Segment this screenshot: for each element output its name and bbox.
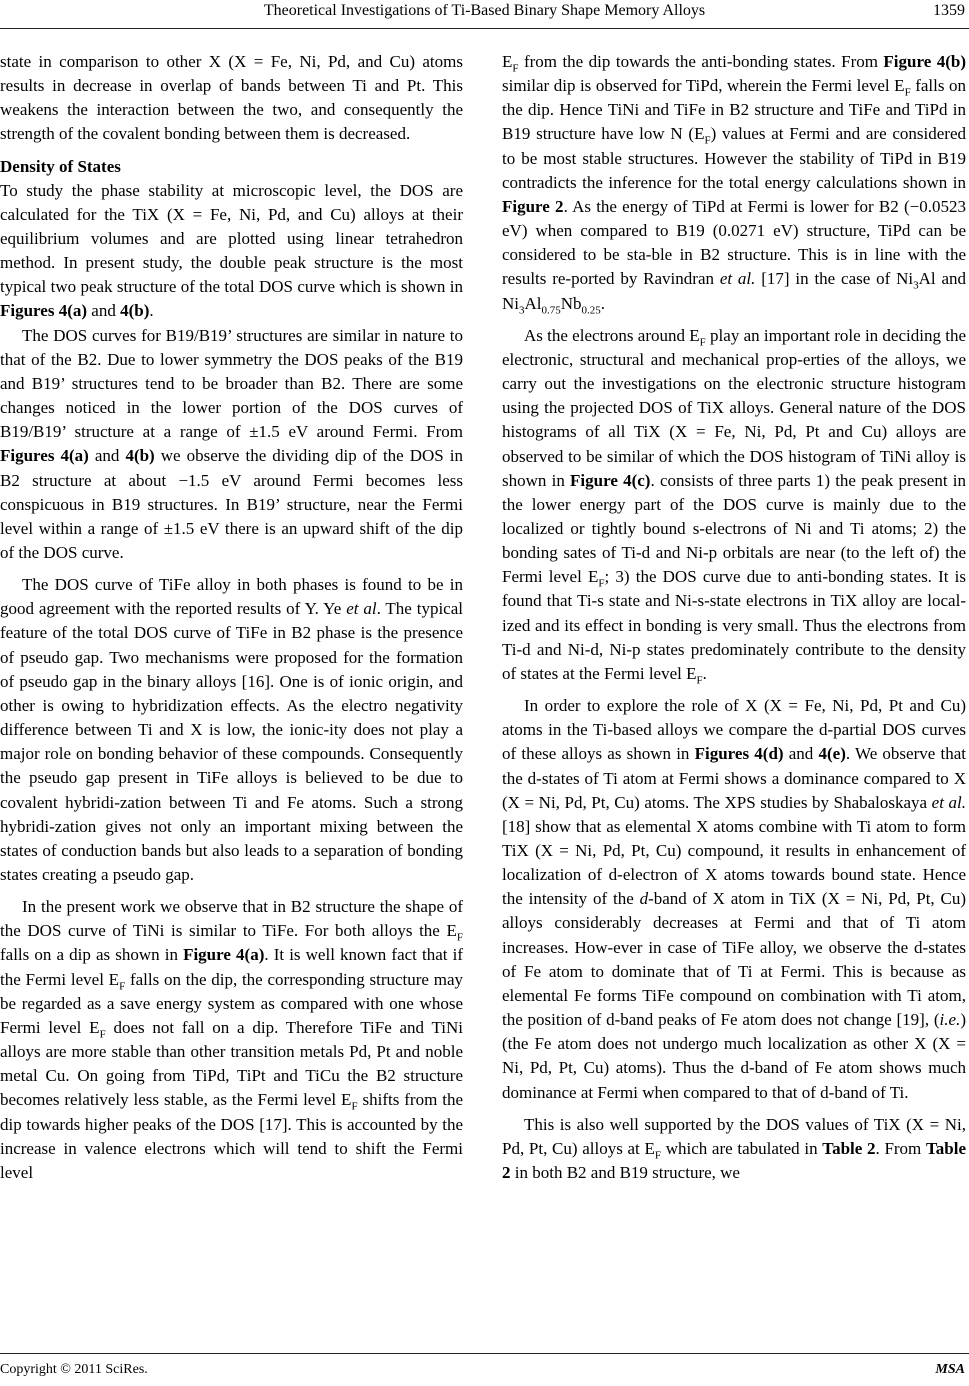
figure-ref: Figure 2 <box>502 196 564 216</box>
figure-ref: 4(e) <box>818 744 846 764</box>
header-divider <box>0 28 969 29</box>
paragraph: As the electrons around $E_F$ play an important role in deciding the electronic, structural and mechanical prop-erties of the alloys, we carry out the investigations on the electronic structure histogram using the projected DOS of TiX alloys. General nature of the DOS histograms of all TiX (X = Fe, Ni, Pd, Pt and Cu) alloys are observed to be similar of which the DOS histogram of TiNi alloy is shown in Figure 4(c). consists of three parts 1) the peak present in the lower energy part of the DOS curve is mainly due to the localized or tightly bound s-electrons of Ni and Ti atoms; 2) the bonding sates of Ti-d and Ni-p orbitals are near (to the left of) the Fermi level $E_F$; 3) the DOS curve due to anti-bonding states. It is found that Ti-s state and Ni-s-state electrons in TiX alloy are local-ized and its effect in bonding is very small. Thus the electrons from Ti-d and Ni-d, Ni-p states predominately contribute to the density of states at the Fermi level $E_F$. <box>502 325 966 687</box>
paragraph: In order to explore the role of X (X = Fe, Ni, Pd, Pt and Cu) atoms in the Ti-based alloys we compare the d-partial DOS curves of these alloys as shown in Figures 4(d) and 4(e). We observe that the d-states of Ti atom at Fermi shows a dominance compared to X (X = Ni, Pd, Pt, Cu) atoms. The XPS studies by Shabaloskaya et al. [18] show that as elemental X atoms combine with Ti atom to form TiX (X = Ni, Pd, Pt, Cu) compound, it results in enhancement of localization of d-electron of X atoms towards bound state. Hence the intensity of the d-band of X atom in TiX (X = Ni, Pd, Pt, Cu) alloys considerably decreases at Fermi and that of Ti atom increases. How-ever in case of TiFe alloy, we observe the d-states of Fe atom to dominate that of Ti at Fermi. This is because as elemental Fe forms TiFe compound on combination with Ti atom, the position of d-band peaks of Fe atom does not change [19], (i.e.) (the Fe atom does not undergo much localization as other X (X = Ni, Pd, Pt, Cu) atoms). Thus the d-band of Fe atom shows much dominance at Fermi when compared to that of d-band of Ti. <box>502 696 966 1102</box>
paragraph: The DOS curve of TiFe alloy in both phases is found to be in good agreement with the reported results of Y. Ye et al. The typical feature of the total DOS curve of TiFe in B2 phase is the presence of pseudo gap. Two mechanisms were proposed for the formation of pseudo gap in the binary alloys [16]. One is of ionic origin, and other is owing to hybridization effects. As the electro negativity difference between Ti and X is low, the ionic-ity does not play a major role on bonding behavior of these compounds. Consequently the pseudo gap present in TiFe alloys is believed to be due to covalent hybridi-zation between Ti and Fe atoms. Such a strong hybridi-zation gives not only an important mixing between the states of conduction bands but also leads to a separation of bonding states creating a pseudo gap. <box>0 575 463 884</box>
figure-ref: Figure 4(b) <box>883 52 966 71</box>
figure-ref: 4(b) <box>120 301 150 321</box>
copyright-notice: Copyright © 2011 SciRes. <box>0 1362 148 1377</box>
footer-divider <box>0 1353 969 1354</box>
section-heading: Density of States <box>0 156 121 176</box>
paragraph: The DOS curves for B19/B19’ structures are similar in nature to that of the B2. Due to lower symmetry the DOS peaks of the B19 and B19’ structures tend to be broader than B2. There are some changes noticed in the lower portion of the DOS curves of B19/B19’ structure at a range of ±1.5 eV around Fermi. From Figures 4(a) and 4(b) we observe the dividing dip of the DOS in B2 structure at about −1.5 eV around Fermi becomes less conspicuous in B19 structures. In B19’ structure, near the Fermi level within a range of ±1.5 eV there is an upward shift of the dip of the DOS curve. <box>0 325 464 562</box>
paragraph: This is also well supported by the DOS values of TiX (X = Ni, Pd, Pt, Cu) alloys at $E_F$ which are tabulated in Table 2. From Table 2 in both B2 and B19 structure, we <box>502 1114 966 1183</box>
paragraph: state in comparison to other X (X = Fe, Ni, Pd, and Cu) atoms results in decrease in overlap of bands between Ti and Pt. This weakens the interaction between the two, and consequently the strength of the covalent bonding between them is decreased. <box>0 52 463 144</box>
figure-ref: 4(b) <box>125 446 155 466</box>
journal-abbrev: MSA <box>935 1362 965 1377</box>
figure-ref: Figures 4(a) <box>0 446 89 466</box>
figure-ref: Figure 4(a) <box>183 945 265 965</box>
paragraph: To study the phase stability at microscopic level, the DOS are calculated for the TiX (X = Fe, Ni, Pd, and Cu) alloys at their equilibrium volumes and are plotted using linear tetrahedron method. In present study, the double peak structure is the most typical two peak structure of the total DOS curve which is shown in Figures 4(a) and 4(b). <box>0 180 463 321</box>
table-ref: Table 2 <box>502 1138 966 1183</box>
figure-ref: Figure 4(c) <box>570 470 651 490</box>
right-column <box>502 50 966 1185</box>
figure-ref: Figures 4(d) <box>694 744 784 764</box>
page-header <box>0 0 969 36</box>
left-column <box>0 50 463 1185</box>
page-number: 1359 <box>933 2 965 19</box>
paragraph: $E_F$ from the dip towards the anti-bonding states. From Figure 4(b) similar dip is observed for TiPd, wherein the Fermi level $E_F$ falls on the dip. Hence TiNi and TiFe in B2 structure and TiFe and TiPd in B19 structure have low N $(E_F)$ values at Fermi and are considered to be most stable structures. However the stability of TiPd in B19 contradicts the inference for the total energy calculations shown in Figure 2. As the energy of TiPd at Fermi is lower for B2 (−0.0523 eV) when compared to B19 (0.0271 eV) structure, TiPd can be considered to be sta-ble in B2 structure. This is in line with the results re-ported by Ravindran et al. [17] in the case of $Ni_3Al$ and $Ni_3Al_{0.75}Nb_{0.25}$. <box>502 52 967 316</box>
running-title: Theoretical Investigations of Ti-Based Binary Shape Memory Alloys <box>263 2 706 19</box>
figure-ref: Figures 4(a) <box>0 301 88 321</box>
table-ref: Table 2 <box>822 1138 876 1158</box>
paragraph: In the present work we observe that in B2 structure the shape of the DOS curve of TiNi is similar to TiFe. For both alloys the $E_F$ falls on a dip as shown in Figure 4(a). It is well known fact that if the Fermi level $E_F$ falls on the dip, the corresponding structure may be regarded as a save energy system as compared with one whose Fermi level $E_F$ does not fall on a dip. Therefore TiFe and TiNi alloys are more stable than other transition metals Pd, Pt and noble metal Cu. On going from TiPd, TiPt and TiCu the B2 structure becomes relatively less stable, as the Fermi level $E_F$ shifts from the dip towards higher peaks of the DOS [17]. This is accounted by the increase in valence electrons which will tend to shift the Fermi level <box>0 897 464 1182</box>
